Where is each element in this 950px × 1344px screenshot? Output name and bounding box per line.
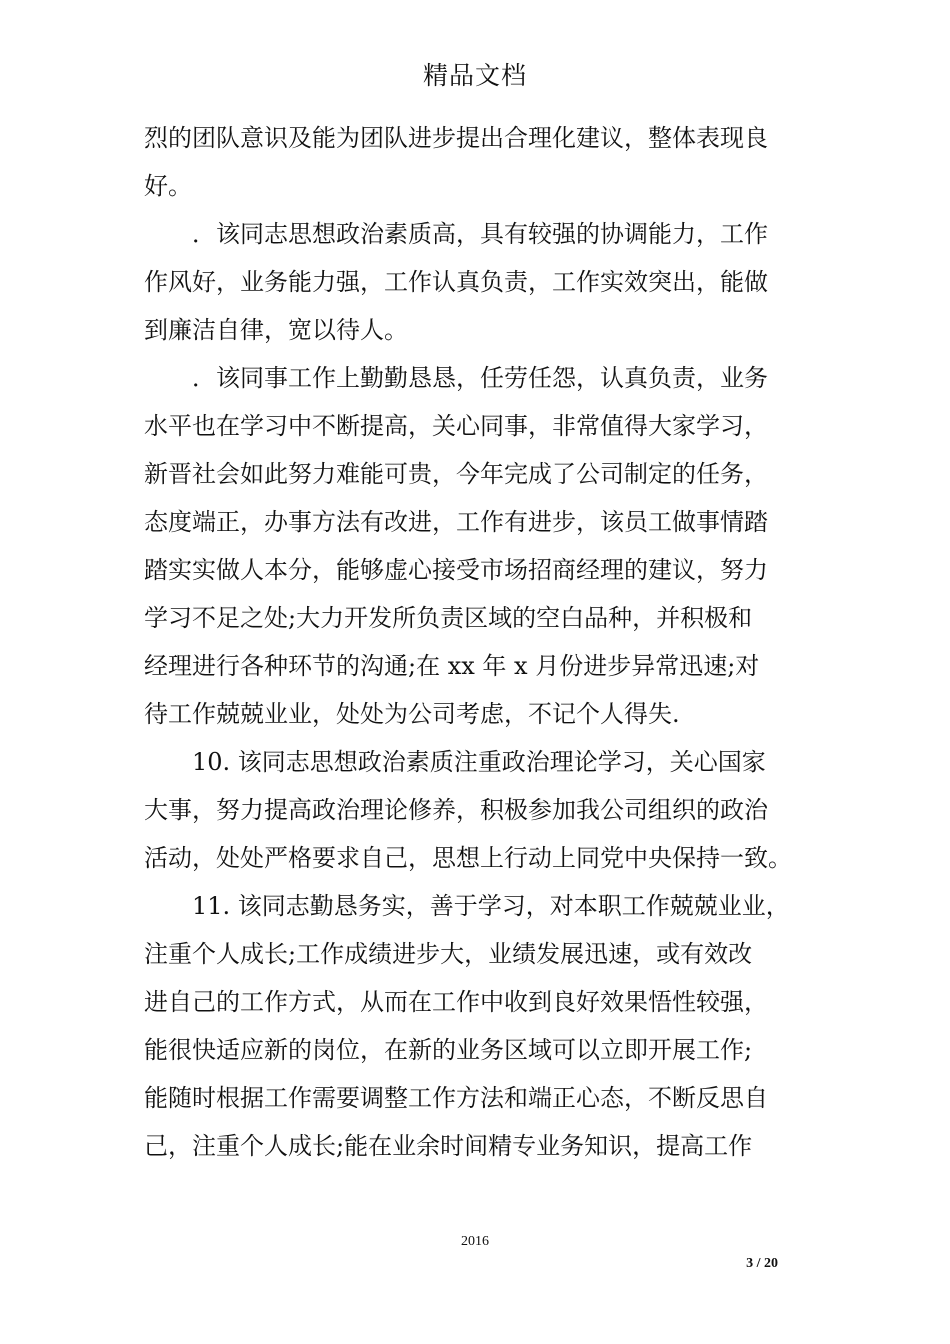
text-line: 进自己的工作方式，从而在工作中收到良好效果悟性较强，	[144, 988, 768, 1016]
text-line: 踏实实做人本分，能够虚心接受市场招商经理的建议，努力	[144, 556, 768, 584]
paragraph-start-line: 10. 该同志思想政治素质注重政治理论学习，关心国家	[192, 748, 766, 776]
text-line: 好。	[144, 172, 192, 200]
text-line: 水平也在学习中不断提高，关心同事，非常值得大家学习，	[144, 412, 768, 440]
text-line: 能随时根据工作需要调整工作方法和端正心态，不断反思自	[144, 1084, 768, 1112]
text-line: 己，注重个人成长;能在业余时间精专业务知识，提高工作	[144, 1132, 753, 1160]
text-line: 待工作兢兢业业，处处为公司考虑，不记个人得失.	[144, 700, 680, 728]
text-line: 新晋社会如此努力难能可贵，今年完成了公司制定的任务，	[144, 460, 768, 488]
text-line: 态度端正，办事方法有改进，工作有进步，该员工做事情踏	[144, 508, 768, 536]
paragraph-start-line: ．该同志思想政治素质高，具有较强的协调能力，工作	[192, 220, 768, 248]
text-line: 作风好，业务能力强，工作认真负责，工作实效突出，能做	[144, 268, 768, 296]
text-line: 学习不足之处;大力开发所负责区域的空白品种，并积极和	[144, 604, 753, 632]
paragraph-start-line: 11. 该同志勤恳务实，善于学习，对本职工作兢兢业业，	[192, 892, 790, 920]
text-line: 经理进行各种环节的沟通;在 xx 年 x 月份进步异常迅速;对	[144, 652, 760, 680]
text-line: 活动，处处严格要求自己，思想上行动上同党中央保持一致。	[144, 844, 792, 872]
page-number: 3 / 20	[746, 1256, 778, 1271]
text-line: 烈的团队意识及能为团队进步提出合理化建议，整体表现良	[144, 124, 768, 152]
text-line: 能很快适应新的岗位，在新的业务区域可以立即开展工作;	[144, 1036, 753, 1064]
text-line: 大事，努力提高政治理论修养，积极参加我公司组织的政治	[144, 796, 768, 824]
page-header-title: 精品文档	[422, 61, 527, 90]
text-line: 注重个人成长;工作成绩进步大，业绩发展迅速，或有效改	[144, 940, 753, 968]
footer-year: 2016	[461, 1234, 489, 1249]
document-body	[144, 114, 824, 1170]
paragraph-start-line: ．该同事工作上勤勤恳恳，任劳任怨，认真负责，业务	[192, 364, 768, 392]
text-line: 到廉洁自律，宽以待人。	[144, 316, 408, 344]
